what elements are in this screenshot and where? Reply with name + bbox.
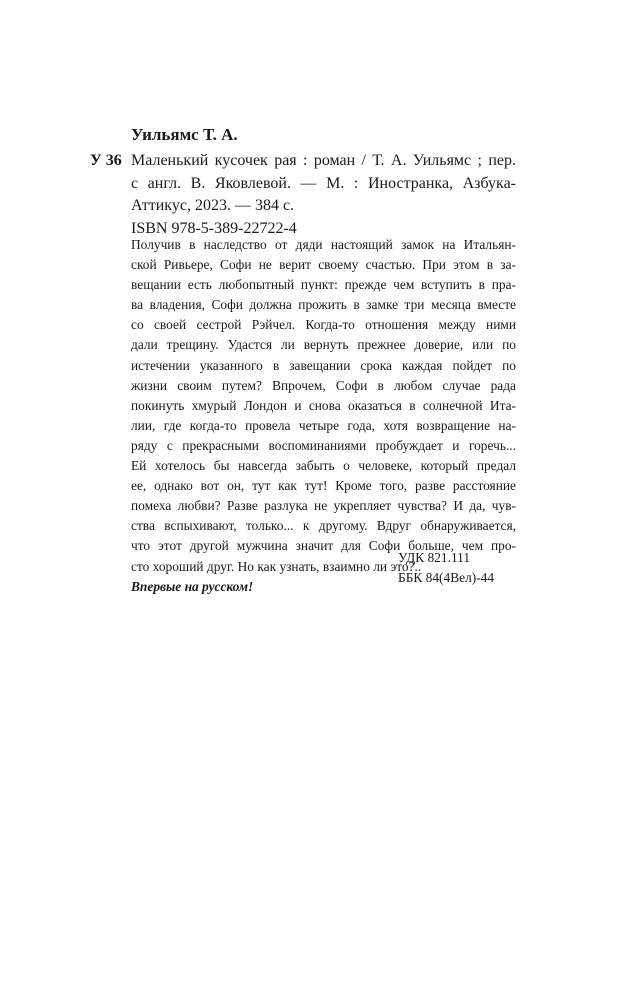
bib-line: с англ. В. Яковлевой. — М. : Иностранка, Азбука- — [131, 174, 516, 192]
udc-index: УДК 821.111 — [398, 550, 471, 565]
bib-line: Маленький кусочек рая : роман / Т. А. Уильямс ; пер. — [131, 152, 516, 169]
annotation-line: ряду с прекрасными воспоминаниями пробуждает и горечь... — [131, 437, 516, 453]
annotation-line: вещании есть любопытный пункт: прежде чем вступить в пра- — [131, 277, 516, 293]
bbk-index: ББК 84(4Вел)-44 — [398, 570, 495, 585]
annotation-line: ства вспыхивают, только... к другому. Вдруг обнаруживается, — [131, 518, 516, 534]
first-edition-note: Впервые на русском! — [131, 578, 254, 594]
annotation-line: сто хороший друг. Но как узнать, взаимно ли это?.. — [131, 558, 422, 574]
author-heading: Уильямс Т. А. — [131, 125, 238, 144]
annotation-line: ской Ривьере, Софи не верит своему счастью. При этом в за- — [131, 257, 516, 273]
annotation-line: дали трещину. Удастся ли вернуть прежнее доверие, или по — [131, 337, 516, 353]
annotation-line: ее, однако вот он, тут как тут! Кроме того, разве расстояние — [131, 478, 516, 494]
annotation-line: лии, где когда-то провела четыре года, хотя возвращение на- — [131, 417, 516, 433]
bibliographic-description — [131, 150, 516, 240]
annotation — [131, 235, 516, 597]
bib-line: Аттикус, 2023. — 384 с. — [131, 197, 295, 214]
annotation-line: ва владения, Софи должна прожить в замке три месяца вместе — [131, 297, 516, 313]
classification-indices — [398, 548, 494, 588]
annotation-line: помеха любви? Разве разлука не укрепляет чувства? И да, чув- — [131, 498, 516, 514]
annotation-line: со своей сестрой Рэйчел. Когда-то отношения между ними — [131, 317, 516, 333]
annotation-line: покинуть хмурый Лондон и снова оказаться в солнечной Ита- — [131, 397, 516, 413]
author-mark: У 36 — [90, 152, 122, 169]
annotation-line: истечении указанного в завещании срока каждая пойдет по — [131, 357, 516, 373]
isbn: ISBN 978-5-389-22722-4 — [131, 219, 297, 237]
annotation-line: что этот другой мужчина значит для Софи больше, чем про- — [131, 538, 516, 554]
annotation-line: Ей хотелось бы навсегда забыть о человеке, который предал — [131, 458, 516, 474]
annotation-line: жизни своим путем? Впрочем, Софи в любом случае рада — [131, 377, 516, 393]
annotation-line: Получив в наследство от дяди настоящий замок на Итальян- — [131, 237, 516, 252]
